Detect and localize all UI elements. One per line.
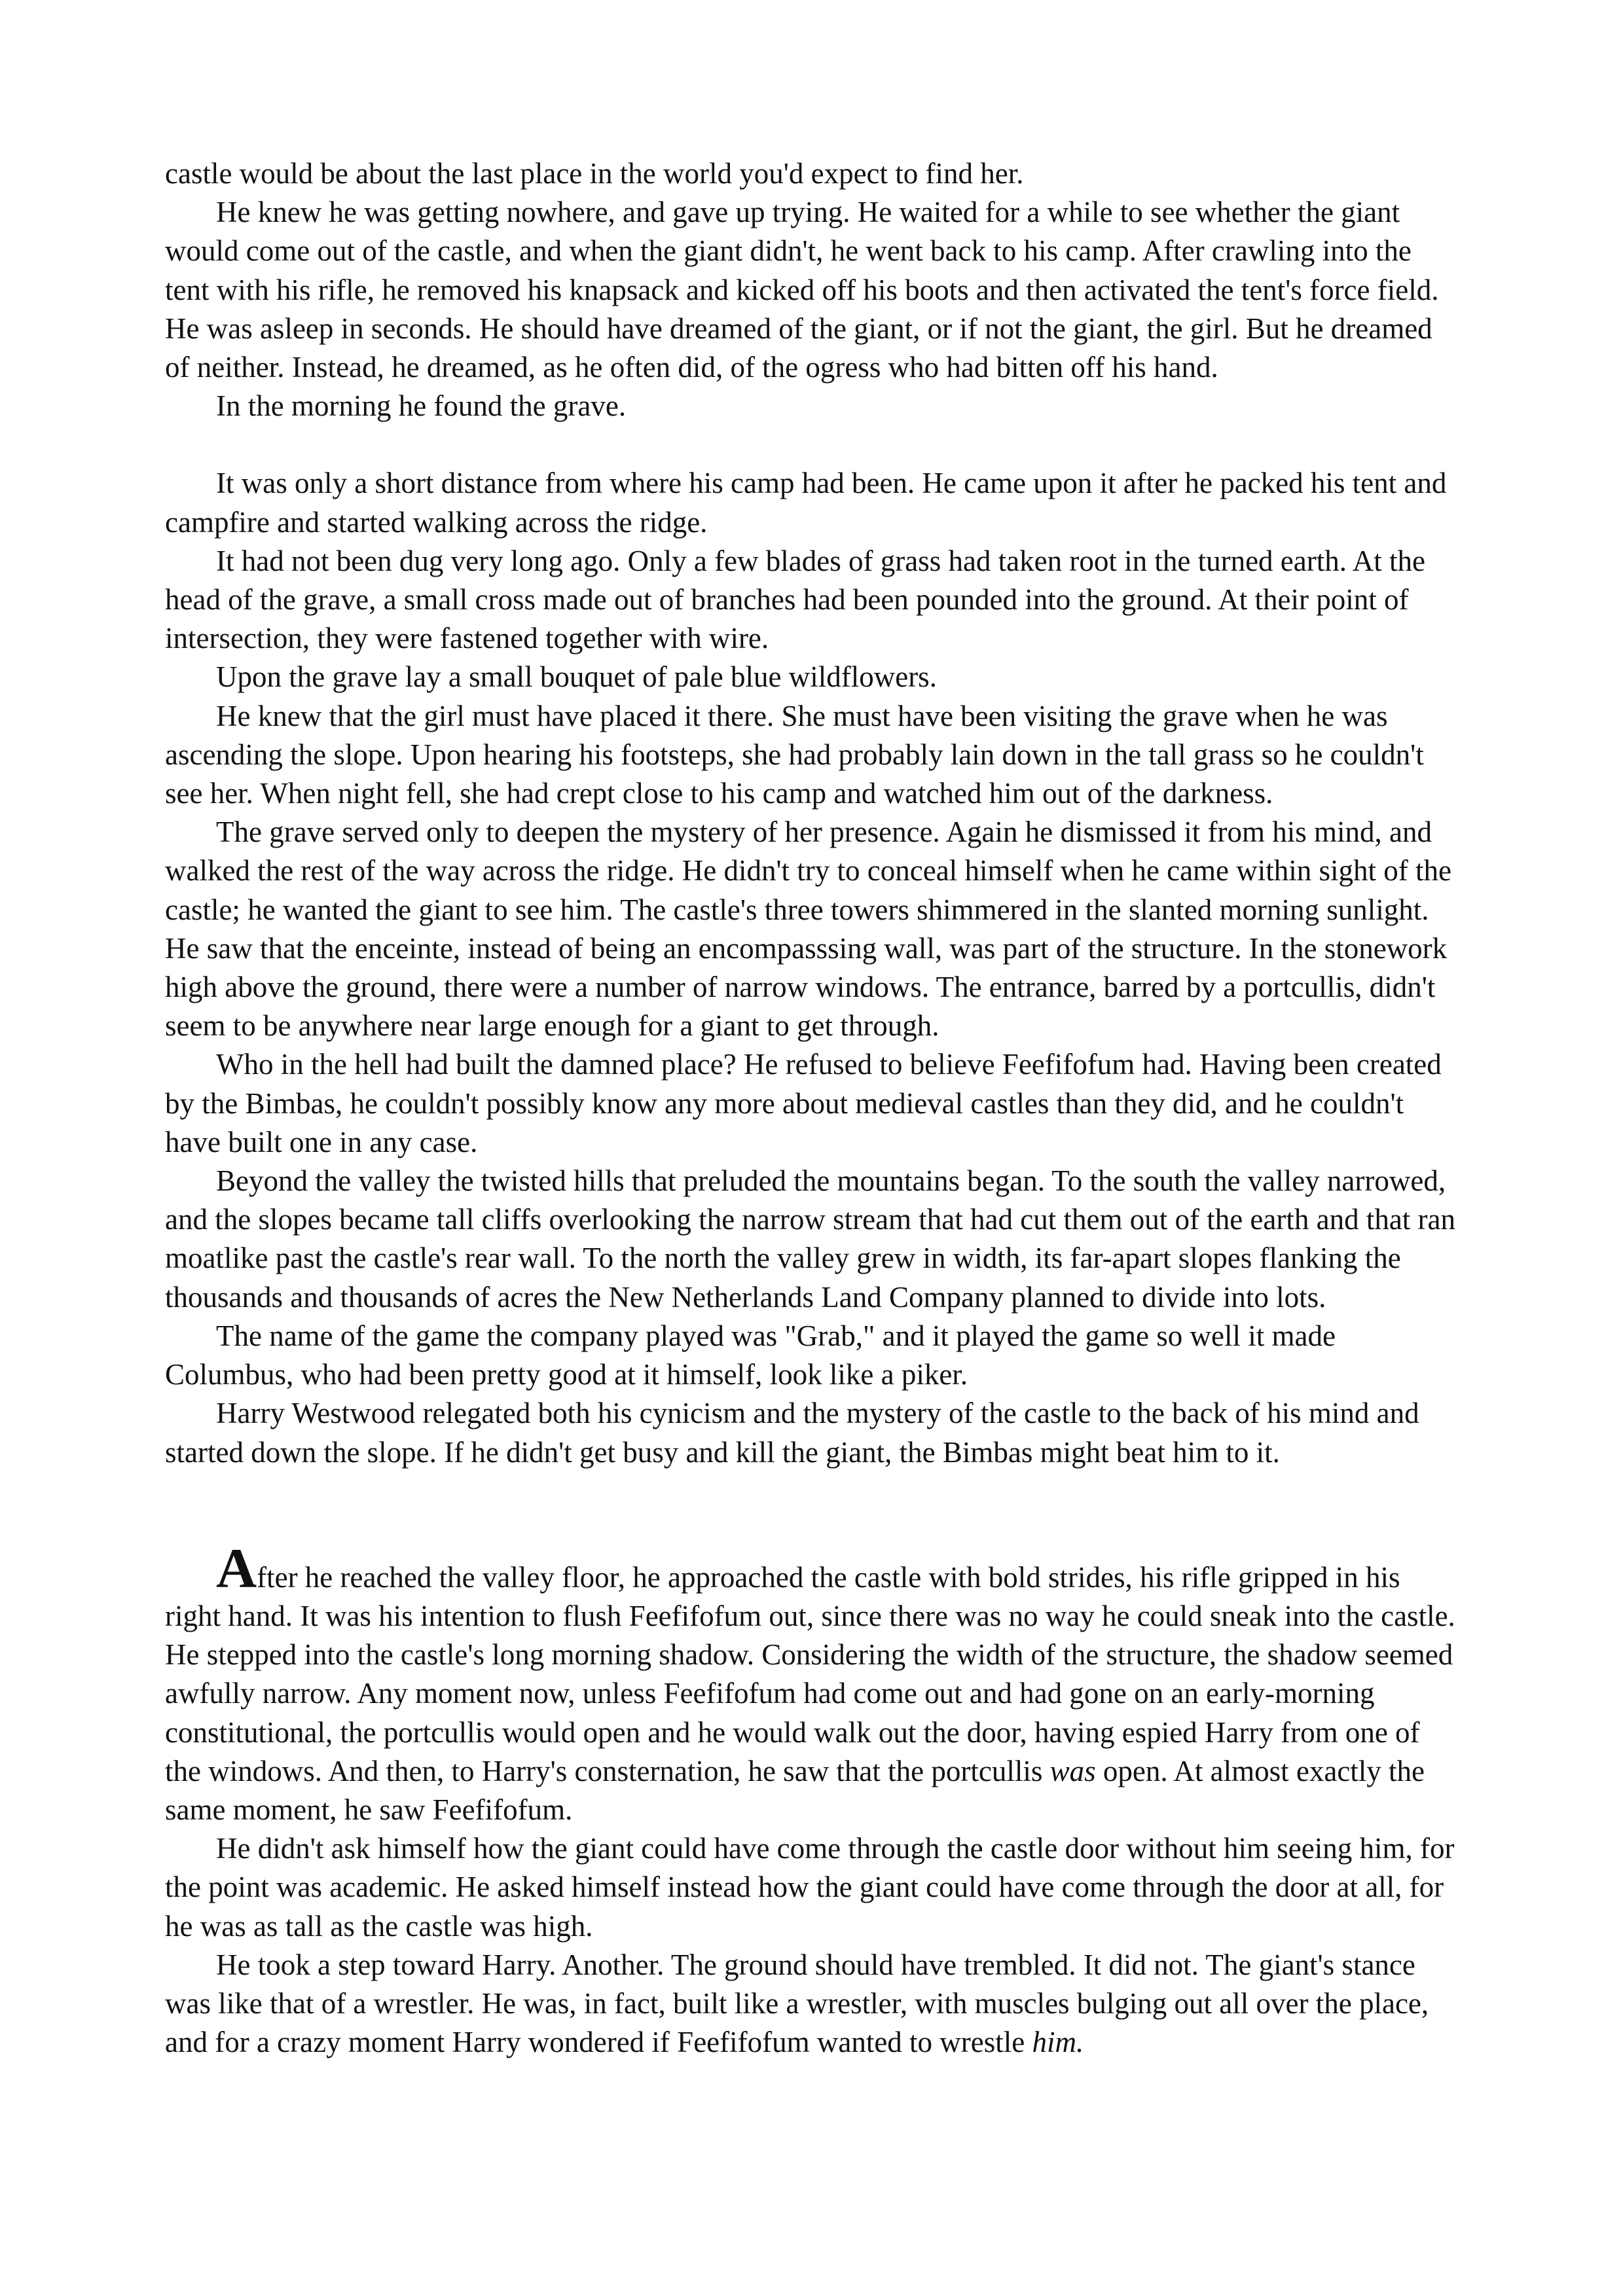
paragraph: In the morning he found the grave.	[216, 389, 627, 423]
paragraph: Who in the hell had built the damned place? He refused to believe Feefifofum had. Having been created by the Bimbas, he couldn't possibly know any more about medieval castles than they did, and he couldn't have built one in any case.	[165, 1048, 1442, 1158]
paragraph: The name of the game the company played was "Grab," and it played the game so well it made Columbus, who had been pretty good at it himself, look like a piker.	[165, 1319, 1336, 1391]
paragraph: It was only a short distance from where his camp had been. He came upon it after he packed his tent and campfire and started walking across the ridge.	[165, 467, 1447, 539]
paragraph: He didn't ask himself how the giant could have come through the castle door without him seeing him, for the point was academic. He asked himself instead how the giant could have come through the door at all, for he was as tall as the castle was high.	[165, 1832, 1455, 1943]
chapter-break	[165, 1472, 1459, 1549]
paragraph	[165, 1946, 1459, 2062]
paragraph-text: fter he reached the valley floor, he approached the castle with bold strides, his rifle gripped in his right hand. It was his intention to flush Feefifofum out, since there was no way he could sneak into the castle. He stepped into the castle's long morning shadow. Considering the width of the structure, the shadow seemed awfully narrow. Any moment now, unless Feefifofum had come out and had gone on an early-morning constitutional, the portcullis would open and he would walk out the door, having espied Harry from one of the windows. And then, to Harry's consternation, he saw that the portcullis	[165, 1560, 1455, 1787]
paragraph: Upon the grave lay a small bouquet of pale blue wildflowers.	[216, 660, 937, 694]
paragraph: castle would be about the last place in the world you'd expect to find her.	[165, 157, 1024, 190]
paragraph-dropcap	[165, 1536, 1459, 1829]
paragraph: He knew that the girl must have placed it there. She must have been visiting the grave when he was ascending the slope. Upon hearing his footsteps, she had probably lain down in the tall grass so he couldn't see her. When night fell, she had crept close to his camp and watched him out of the darkness.	[165, 699, 1424, 810]
paragraph: He knew he was getting nowhere, and gave up trying. He waited for a while to see whether the giant would come out of the castle, and when the giant didn't, he went back to his camp. After crawling into the tent with his rifle, he removed his knapsack and kicked off his boots and then activated the tent's force field. He was asleep in seconds. He should have dreamed of the giant, or if not the giant, the girl. But he dreamed of neither. Instead, he dreamed, as he often did, of the ogress who had bitten off his hand.	[165, 196, 1439, 384]
book-page	[165, 154, 1459, 2062]
drop-cap: A	[216, 1536, 257, 1600]
emphasis: him.	[1032, 2026, 1084, 2059]
paragraph: Beyond the valley the twisted hills that preluded the mountains began. To the south the valley narrowed, and the slopes became tall cliffs overlooking the narrow stream that had cut them out of the earth and that ran moatlike past the castle's rear wall. To the north the valley grew in width, its far-apart slopes flanking the thousands and thousands of acres the New Netherlands Land Company planned to divide into lots.	[165, 1164, 1456, 1314]
paragraph: It had not been dug very long ago. Only a few blades of grass had taken root in the turned earth. At the head of the grave, a small cross made out of branches had been pounded into the ground. At their point of intersection, they were fastened together with wire.	[165, 544, 1425, 655]
paragraph: Harry Westwood relegated both his cynicism and the mystery of the castle to the back of his mind and started down the slope. If he didn't get busy and kill the giant, the Bimbas might beat him to it.	[165, 1397, 1419, 1469]
paragraph-text: He took a step toward Harry. Another. The ground should have trembled. It did not. The giant's stance was like that of a wrestler. He was, in fact, built like a wrestler, with muscles bulging out all over the place, and for a crazy moment Harry wondered if Feefifofum wanted to wrestle	[165, 1948, 1429, 2059]
paragraph-text: open. At almost exactly the same moment, he saw Feefifofum.	[165, 1754, 1425, 1826]
section-break	[165, 425, 1459, 464]
emphasis: was	[1049, 1754, 1096, 1787]
paragraph: The grave served only to deepen the mystery of her presence. Again he dismissed it from his mind, and walked the rest of the way across the ridge. He didn't try to conceal himself when he came within sight of the castle; he wanted the giant to see him. The castle's three towers shimmered in the slanted morning sunlight. He saw that the enceinte, instead of being an encompasssing wall, was part of the structure. In the stonework high above the ground, there were a number of narrow windows. The entrance, barred by a portcullis, didn't seem to be anywhere near large enough for a giant to get through.	[165, 816, 1452, 1043]
